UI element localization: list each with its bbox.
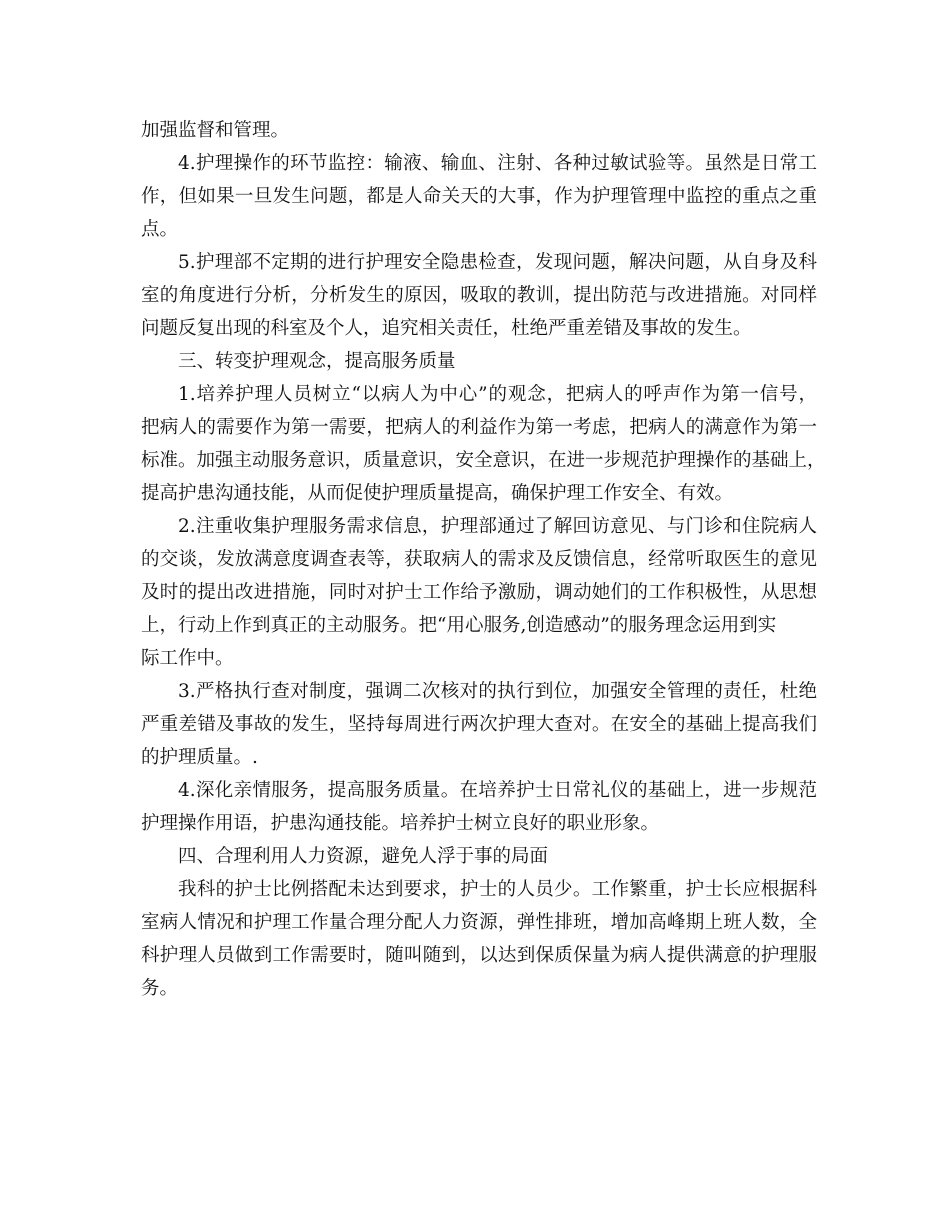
section-3-item-3-line-2: 严重差错及事故的发生，坚持每周进行两次护理大查对。在安全的基础上提高我们: [141, 714, 817, 735]
section-3-item-4-line-1: 4.深化亲情服务，提高服务质量。在培养护士日常礼仪的基础上，进一步规范: [178, 780, 817, 801]
section-4-heading: 四、合理利用人力资源，避免人浮于事的局面: [178, 846, 549, 867]
document-body: [141, 114, 826, 1005]
section-4-paragraph-line-3: 科护理人员做到工作需要时，随叫随到，以达到保质保量为病人提供满意的护理服: [141, 945, 817, 966]
section-3-item-2-line-4: 上，行动上作到真正的主动服务。把“用心服务,创造感动”的服务理念运用到实: [141, 615, 777, 636]
section-3-item-2-line-5: 际工作中。: [141, 648, 234, 669]
item-5-inspection-line-2: 室的角度进行分析，分析发生的原因，吸取的教训，提出防范与改进措施。对同样: [141, 285, 817, 306]
section-3-item-3-line-3: 的护理质量。.: [141, 747, 258, 768]
section-3-item-2-line-1: 2.注重收集护理服务需求信息，护理部通过了解回访意见、与门诊和住院病人: [178, 516, 817, 537]
section-3-heading: 三、转变护理观念，提高服务质量: [178, 351, 456, 372]
section-3-item-2-line-2: 的交谈，发放满意度调查表等，获取病人的需求及反馈信息，经常听取医生的意见: [141, 549, 817, 570]
section-4-paragraph-line-2: 室病人情况和护理工作量合理分配人力资源，弹性排班，增加高峰期上班人数，全: [141, 912, 817, 933]
item-4-monitoring-line-1: 4.护理操作的环节监控：输液、输血、注射、各种过敏试验等。虽然是日常工: [178, 153, 817, 174]
section-4-paragraph-line-4: 务。: [141, 978, 179, 999]
section-3-item-1-line-2: 把病人的需要作为第一需要，把病人的利益作为第一考虑，把病人的满意作为第一: [141, 417, 817, 438]
item-5-inspection-line-1: 5.护理部不定期的进行护理安全隐患检查，发现问题，解决问题，从自身及科: [178, 252, 817, 273]
section-3-item-2-line-3: 及时的提出改进措施，同时对护士工作给予激励，调动她们的工作积极性，从思想: [141, 582, 817, 603]
section-3-item-1-line-4: 提高护患沟通技能，从而促使护理质量提高，确保护理工作安全、有效。: [141, 483, 734, 504]
section-3-item-4-line-2: 护理操作用语，护患沟通技能。培养护士树立良好的职业形象。: [141, 813, 660, 834]
item-4-monitoring-line-3: 点。: [141, 219, 179, 240]
item-4-monitoring-line-2: 作，但如果一旦发生问题，都是人命关天的大事，作为护理管理中监控的重点之重: [141, 186, 817, 207]
item-5-inspection-line-3: 问题反复出现的科室及个人，追究相关责任，杜绝严重差错及事故的发生。: [141, 318, 752, 339]
section-3-item-3-line-1: 3.严格执行查对制度，强调二次核对的执行到位，加强安全管理的责任，杜绝: [178, 681, 817, 702]
text-line-continuation: 加强监督和管理。: [141, 120, 290, 141]
section-3-item-1-line-1: 1.培养护理人员树立“以病人为中心”的观念，把病人的呼声作为第一信号，: [178, 384, 817, 405]
section-4-paragraph-line-1: 我科的护士比例搭配未达到要求，护士的人员少。工作繁重，护士长应根据科: [178, 879, 817, 900]
section-3-item-1-line-3: 标准。加强主动服务意识，质量意识，安全意识，在进一步规范护理操作的基础上，: [141, 450, 826, 471]
